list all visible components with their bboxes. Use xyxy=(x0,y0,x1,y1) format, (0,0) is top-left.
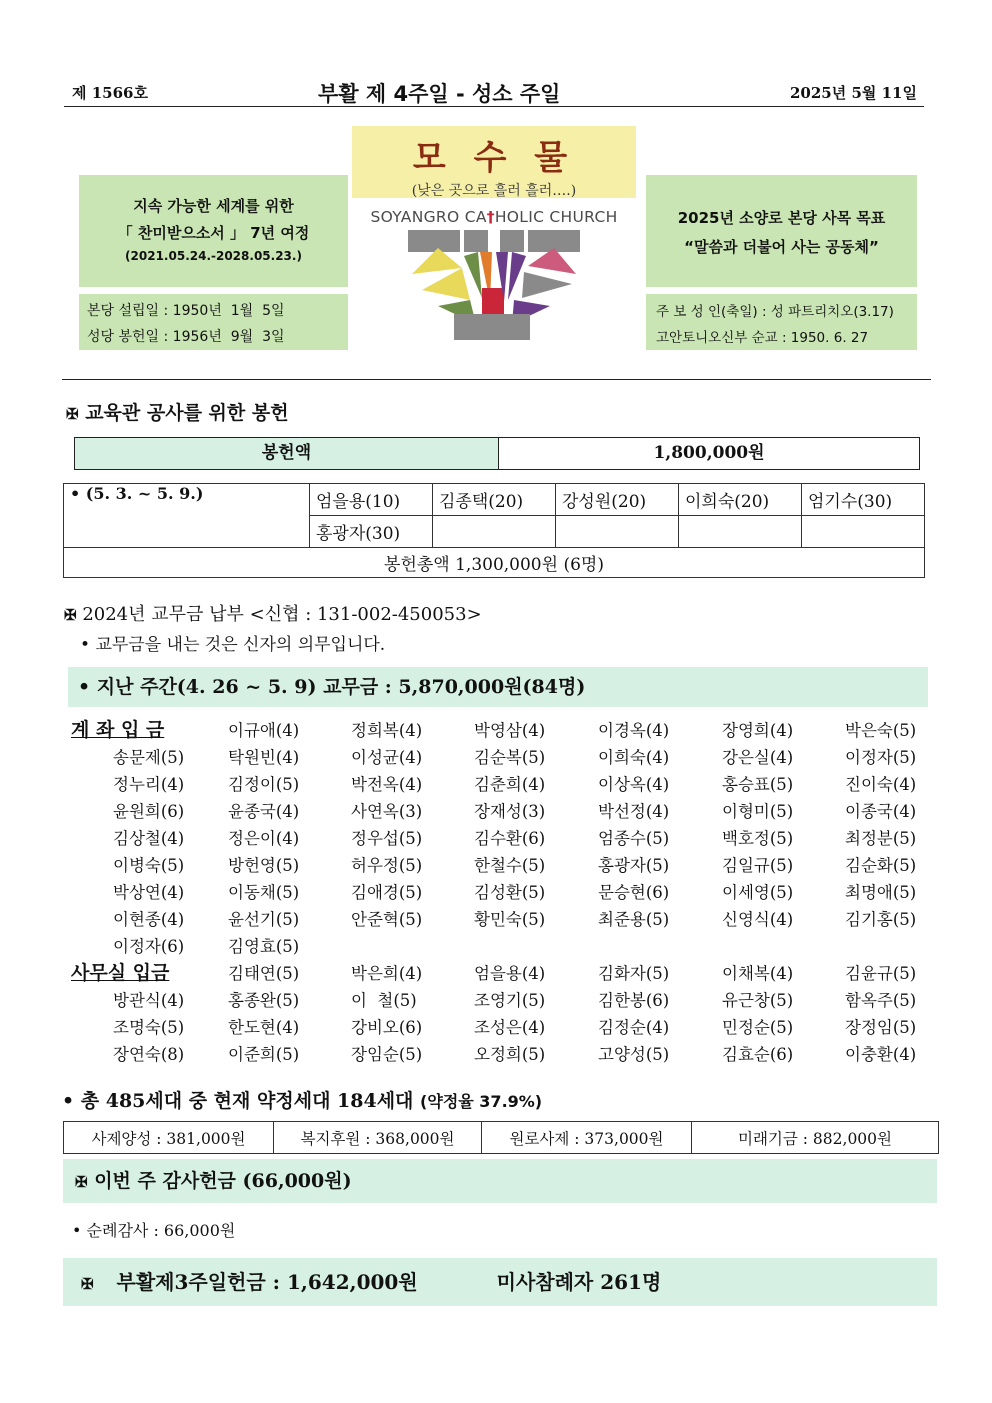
tithe-name: 엄종수(5) xyxy=(598,829,670,848)
tithe-name: 백호정(5) xyxy=(722,829,794,848)
bullet-cross-icon: ✠ xyxy=(64,606,77,624)
tithe-name: 박은숙(5) xyxy=(845,721,917,740)
tithe-name: 오정희(5) xyxy=(474,1045,546,1064)
tithe-name: 문승현(6) xyxy=(598,883,670,902)
laudato-si-box xyxy=(79,175,348,287)
tithe-name: 김순화(5) xyxy=(845,856,917,875)
martyr-date: 고안토니오신부 순교 : 1950. 6. 27 xyxy=(656,330,869,346)
fund-cell: 복지후원 : 368,000원 xyxy=(274,1122,482,1154)
tithe-name: 탁원빈(4) xyxy=(228,748,300,767)
tithe-name: 이현종(4) xyxy=(113,910,185,929)
tithe-name: 강은실(4) xyxy=(722,748,794,767)
church-name xyxy=(354,208,634,226)
tithe-name: 이성균(4) xyxy=(351,748,423,767)
donor-cell: 엄기수(30) xyxy=(802,484,925,516)
tithe-name: 조성은(4) xyxy=(474,1018,546,1037)
donor-cell: 김종택(20) xyxy=(433,484,556,516)
tithe-name: 김성환(5) xyxy=(474,883,546,902)
tithe-name: 정희복(4) xyxy=(351,721,423,740)
tithe-name: 이희숙(4) xyxy=(598,748,670,767)
tithe-name: 이동채(5) xyxy=(228,883,300,902)
tithe-name: 이종국(4) xyxy=(845,802,917,821)
tithe-name: 방관식(4) xyxy=(113,991,185,1010)
tithe-name: 이규애(4) xyxy=(228,721,300,740)
tithe-name: 윤원희(6) xyxy=(113,802,185,821)
issue-date: 2025년 5월 11일 xyxy=(790,84,917,102)
tithe-name: 윤종국(4) xyxy=(228,802,300,821)
bullet-cross-icon: ✠ xyxy=(66,405,79,423)
tithe-name: 조명숙(5) xyxy=(113,1018,185,1037)
pastoral-goal-box xyxy=(646,175,917,287)
footer-bar xyxy=(63,1258,937,1306)
tithe-name: 박은희(4) xyxy=(351,964,423,983)
thanks-title: 이번 주 감사헌금 (66,000원) xyxy=(94,1170,352,1192)
tithe-name: 김기홍(5) xyxy=(845,910,917,929)
pastoral-goal-line2: “말씀과 더불어 사는 공동체” xyxy=(684,238,879,256)
logo-name: 모 수 물 xyxy=(412,138,576,178)
tithe-name: 김태연(5) xyxy=(228,964,300,983)
account-deposit-label: 계 좌 입 금 xyxy=(71,719,165,741)
tithe-name: 최명애(5) xyxy=(845,883,917,902)
table-row xyxy=(64,484,925,516)
tithe-name: 김영효(5) xyxy=(228,937,300,956)
tithe-name: 정우섭(5) xyxy=(351,829,423,848)
donor-cell-empty xyxy=(433,516,556,548)
tithe-name: 조영기(5) xyxy=(474,991,546,1010)
donor-cell-empty xyxy=(802,516,925,548)
tithe-name: 장연숙(8) xyxy=(113,1045,185,1064)
tithe-name: 한도현(4) xyxy=(228,1018,300,1037)
tithe-names-grid xyxy=(0,715,992,1070)
tithe-name: 김정이(5) xyxy=(228,775,300,794)
office-deposit-label: 사무실 입금 xyxy=(71,962,170,984)
tithe-name: 진이숙(4) xyxy=(845,775,917,794)
patron-box xyxy=(646,294,917,350)
tithe-name: 홍종완(5) xyxy=(228,991,300,1010)
funds-table xyxy=(63,1121,939,1154)
tithe-name: 김일규(5) xyxy=(722,856,794,875)
amount-label: 봉헌액 xyxy=(75,438,499,469)
tithe-name: 장영희(4) xyxy=(722,721,794,740)
thanks-item: • 순례감사 : 66,000원 xyxy=(72,1221,236,1240)
page-title: 부활 제 4주일 - 성소 주일 xyxy=(318,82,561,106)
footer-attendance: 미사참례자 261명 xyxy=(496,1270,662,1294)
tithe-name: 민정순(5) xyxy=(722,1018,794,1037)
tithe-name: 한철수(5) xyxy=(474,856,546,875)
tithe-name: 강비오(6) xyxy=(351,1018,423,1037)
tithe-name: 홍광자(5) xyxy=(598,856,670,875)
tithe-name: 고양성(5) xyxy=(598,1045,670,1064)
emblem-block xyxy=(464,230,488,252)
donor-cell-empty xyxy=(556,516,679,548)
week-summary-text: 지난 주간(4. 26 ~ 5. 9) 교무금 : 5,870,000원(84명) xyxy=(96,676,586,698)
tithe-name: 장재성(3) xyxy=(474,802,546,821)
donor-cell: 이희숙(20) xyxy=(679,484,802,516)
thanks-bar xyxy=(63,1159,937,1203)
tithe-name: 이상옥(4) xyxy=(598,775,670,794)
tithe-name: 이충환(4) xyxy=(845,1045,917,1064)
section-divider xyxy=(62,379,931,380)
donation-title: 교육관 공사를 위한 봉헌 xyxy=(85,402,289,424)
tithe-name: 박선정(4) xyxy=(598,802,670,821)
households-text: 총 485세대 중 현재 약정세대 184세대 xyxy=(80,1090,414,1112)
tithe-name: 박전옥(4) xyxy=(351,775,423,794)
tithe-name: 장정임(5) xyxy=(845,1018,917,1037)
tithe-note-text: 교무금을 내는 것은 신자의 의무입니다. xyxy=(95,635,386,655)
founded-date: 본당 설립일 : 1950년 1월 5일 xyxy=(87,303,285,319)
tithe-name: 이병숙(5) xyxy=(113,856,185,875)
bullet: • xyxy=(78,676,91,698)
tithe-name: 김순복(5) xyxy=(474,748,546,767)
pledge-rate: (약정율 37.9%) xyxy=(420,1092,543,1111)
bullet-cross-icon: ✠ xyxy=(81,1275,94,1293)
period-text: (5. 3. ~ 5. 9.) xyxy=(85,484,204,503)
logo-title-box xyxy=(352,126,636,198)
tithe-name: 최준용(5) xyxy=(598,910,670,929)
tithe-name: 방헌영(5) xyxy=(228,856,300,875)
tithe-name: 박상연(4) xyxy=(113,883,185,902)
tithe-name: 엄을용(4) xyxy=(474,964,546,983)
tithe-name: 홍승표(5) xyxy=(722,775,794,794)
tithe-name: 이정자(5) xyxy=(845,748,917,767)
tithe-title: 2024년 교무금 납부 <신협 : 131-002-450053> xyxy=(82,604,482,625)
tithe-heading xyxy=(64,600,482,626)
tithe-name: 이형미(5) xyxy=(722,802,794,821)
tithe-note: • 교무금을 내는 것은 신자의 의무입니다. xyxy=(80,635,386,655)
donation-period: • (5. 3. ~ 5. 9.) xyxy=(64,484,310,548)
issue-number: 제 1566호 xyxy=(72,84,148,102)
table-row xyxy=(64,1122,939,1154)
pastoral-goal-line1: 2025년 소양로 본당 사목 목표 xyxy=(677,209,886,227)
tithe-name: 황민숙(5) xyxy=(474,910,546,929)
emblem-yellow-2 xyxy=(422,268,470,300)
tithe-name: 이경옥(4) xyxy=(598,721,670,740)
tithe-name: 송문제(5) xyxy=(113,748,185,767)
cross-icon: † xyxy=(486,208,495,226)
fund-cell: 사제양성 : 381,000원 xyxy=(64,1122,274,1154)
tithe-name: 김애경(5) xyxy=(351,883,423,902)
laudato-line1: 지속 가능한 세계를 위한 xyxy=(133,197,294,215)
week-summary-bar xyxy=(68,667,928,707)
laudato-line3: (2021.05.24.-2028.05.23.) xyxy=(125,249,302,263)
tithe-name: 안준혁(5) xyxy=(351,910,423,929)
table-row xyxy=(64,548,925,578)
emblem-block xyxy=(500,230,524,252)
parish-dates-box xyxy=(79,294,348,350)
tithe-name: 이세영(5) xyxy=(722,883,794,902)
thanks-item-text: 순례감사 : 66,000원 xyxy=(86,1221,236,1240)
tithe-name: 김효순(6) xyxy=(722,1045,794,1064)
emblem-block xyxy=(408,230,460,252)
emblem-gray xyxy=(522,272,572,298)
amount-value: 1,800,000원 xyxy=(653,443,765,463)
tithe-name: 김화자(5) xyxy=(598,964,670,983)
tithe-name: 허우정(5) xyxy=(351,856,423,875)
households-line: • 총 485세대 중 현재 약정세대 184세대 (약정율 37.9%) xyxy=(62,1090,543,1112)
donation-total: 봉헌총액 1,300,000원 (6명) xyxy=(64,548,925,578)
church-name-pre: SOYANGRO CA xyxy=(370,208,487,226)
patron-saint: 주 보 성 인(축일) : 성 파트리치오(3.17) xyxy=(656,304,894,320)
tithe-name: 유근창(5) xyxy=(722,991,794,1010)
tithe-name: 김수환(6) xyxy=(474,829,546,848)
church-emblem-graphic xyxy=(404,228,584,342)
header-divider xyxy=(64,106,924,107)
donation-amount-box xyxy=(74,437,920,470)
logo-subtitle: (낮은 곳으로 흘러 흘러….) xyxy=(411,183,577,199)
tithe-name: 김상철(4) xyxy=(113,829,185,848)
tithe-name: 이정자(6) xyxy=(113,937,185,956)
tithe-name: 이준희(5) xyxy=(228,1045,300,1064)
tithe-name: 사연옥(3) xyxy=(351,802,423,821)
tithe-name: 이채복(4) xyxy=(722,964,794,983)
tithe-name: 정은이(4) xyxy=(228,829,300,848)
consecrated-date: 성당 봉헌일 : 1956년 9월 3일 xyxy=(87,329,285,345)
laudato-line2: 「 찬미받으소서 」 7년 여정 xyxy=(117,224,310,242)
tithe-name: 최정분(5) xyxy=(845,829,917,848)
emblem-base xyxy=(454,314,530,340)
donor-cell: 강성원(20) xyxy=(556,484,679,516)
donor-cell: 엄을용(10) xyxy=(310,484,433,516)
tithe-name: 김정순(4) xyxy=(598,1018,670,1037)
donor-cell-empty xyxy=(679,516,802,548)
footer-offering: 부활제3주일헌금 : 1,642,000원 xyxy=(116,1270,418,1294)
tithe-name: 장임순(5) xyxy=(351,1045,423,1064)
tithe-name: 윤선기(5) xyxy=(228,910,300,929)
church-name-post: HOLIC CHURCH xyxy=(494,208,618,226)
donor-cell: 홍광자(30) xyxy=(310,516,433,548)
tithe-name: 이 철(5) xyxy=(351,991,417,1010)
tithe-name: 정누리(4) xyxy=(113,775,185,794)
donor-table xyxy=(63,483,925,578)
tithe-name: 신영식(4) xyxy=(722,910,794,929)
bullet-cross-icon: ✠ xyxy=(75,1173,88,1191)
tithe-name: 김춘희(4) xyxy=(474,775,546,794)
fund-cell: 원로사제 : 373,000원 xyxy=(482,1122,692,1154)
fund-cell: 미래기금 : 882,000원 xyxy=(692,1122,939,1154)
donation-heading xyxy=(66,398,289,425)
tithe-name: 김윤규(5) xyxy=(845,964,917,983)
tithe-name: 박영삼(4) xyxy=(474,721,546,740)
tithe-name: 김한봉(6) xyxy=(598,991,670,1010)
tithe-name: 함옥주(5) xyxy=(845,991,917,1010)
